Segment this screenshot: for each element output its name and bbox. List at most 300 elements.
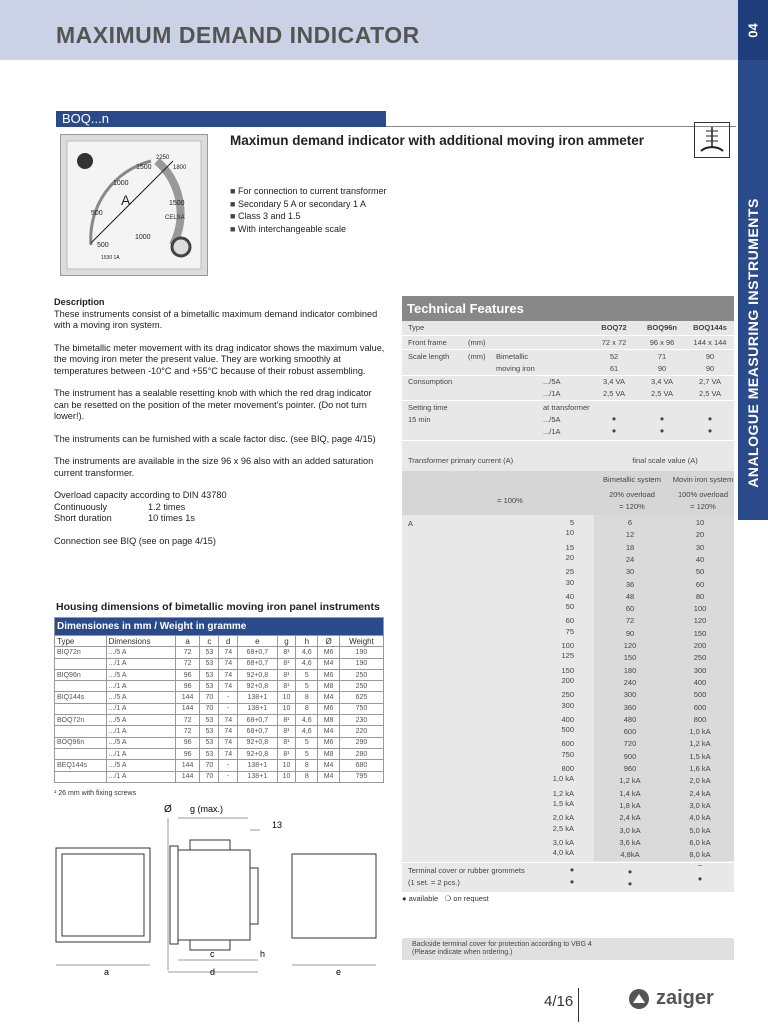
table-cell: - xyxy=(219,760,238,771)
tech-text: 800 xyxy=(561,764,574,773)
svg-text:500: 500 xyxy=(91,210,103,217)
table-header: d xyxy=(219,636,238,647)
table-cell: .../5 A xyxy=(106,692,175,703)
table-cell: 96 xyxy=(175,748,200,759)
tech-text: 400 xyxy=(561,714,574,724)
table-cell: 8¹ xyxy=(277,669,296,680)
description-para: The instruments can be furnished with a scale factor disc. (see BIQ, page 4/15) xyxy=(54,433,376,444)
table-row xyxy=(55,726,384,737)
tech-text: 400 xyxy=(693,677,707,687)
tech-text: 36 xyxy=(625,579,635,589)
table-cell: M6 xyxy=(318,647,340,658)
table-cell: 138+1 xyxy=(238,771,277,782)
svg-text:1800: 1800 xyxy=(173,165,187,171)
feature-item: ■ With interchangeable scale xyxy=(230,223,387,236)
tech-text: 20% overload xyxy=(609,490,655,499)
dot-icon: ● xyxy=(611,426,617,435)
svg-text:1000: 1000 xyxy=(113,180,129,187)
tech-text: 90 xyxy=(705,364,715,373)
table-cell: 70 xyxy=(200,692,219,703)
table-cell: 53 xyxy=(200,748,219,759)
table-cell: 70 xyxy=(200,760,219,771)
table-cell: 190 xyxy=(339,647,383,658)
table-cell: 74 xyxy=(219,681,238,692)
table-cell: 10 xyxy=(277,760,296,771)
tech-text: – xyxy=(697,860,703,869)
description-para: The instrument has a sealable resetting knob with which the red drag indicator can be resetted on the position of the meter movement’s pointer. (Do not turn lower!). xyxy=(54,388,372,421)
table-cell: 53 xyxy=(200,681,219,692)
table-cell: M8 xyxy=(318,681,340,692)
tech-text: 1,2 kA xyxy=(689,739,711,749)
tech-text: 250 xyxy=(693,653,707,663)
tech-text: 2,0 kA xyxy=(689,776,711,786)
table-header: h xyxy=(296,636,318,647)
tech-text: 5 xyxy=(569,518,574,527)
page-number: 4/16 xyxy=(544,993,574,1010)
table-cell: 8¹ xyxy=(277,658,296,669)
svg-text:Ø: Ø xyxy=(164,804,172,815)
tech-text: .../5A xyxy=(543,377,561,386)
tech-text: 48 xyxy=(625,591,635,601)
table-header: e xyxy=(238,636,277,647)
table-cell: 74 xyxy=(219,737,238,748)
tech-text: 300 xyxy=(623,690,637,700)
table-row xyxy=(55,647,384,658)
tech-text: 15 min xyxy=(408,415,431,424)
dot-icon: ● xyxy=(707,414,713,423)
table-cell: 74 xyxy=(219,647,238,658)
overload-list: Continuously 1.2 times Short duration 10 times 1s xyxy=(54,501,195,523)
table-header: g xyxy=(277,636,296,647)
tech-text: 25 xyxy=(565,567,574,577)
table-cell: - xyxy=(219,771,238,782)
tech-text: 2,4 kA xyxy=(619,813,641,823)
table-row xyxy=(55,760,384,771)
tech-text: = 120% xyxy=(619,502,645,511)
side-tab xyxy=(738,0,768,520)
table-cell: .../5 A xyxy=(106,715,175,726)
table-cell: .../1 A xyxy=(106,658,175,669)
tech-text: 60 xyxy=(695,579,705,589)
table-row xyxy=(55,692,384,703)
svg-text:g (max.): g (max.) xyxy=(190,804,224,814)
tech-text: 5,0 kA xyxy=(689,825,711,835)
tech-text: 3,0 kA xyxy=(552,837,574,847)
feature-list xyxy=(230,185,387,235)
tech-text: 71 xyxy=(657,352,667,361)
table-cell: 74 xyxy=(219,669,238,680)
tech-text: moving iron xyxy=(496,364,535,373)
feature-item: ■ For connection to current transformer xyxy=(230,185,387,198)
table-cell: BEQ144s xyxy=(55,760,107,771)
tech-text: Terminal cover or rubber grommets xyxy=(408,866,525,875)
table-cell: 53 xyxy=(200,658,219,669)
table-cell: 53 xyxy=(200,715,219,726)
table-cell: 72 xyxy=(175,715,200,726)
table-cell: 10 xyxy=(277,692,296,703)
tech-text: 250 xyxy=(561,690,574,700)
tech-text: (mm) xyxy=(468,352,486,361)
tech-text: 600 xyxy=(623,727,637,737)
svg-text:1500: 1500 xyxy=(136,164,152,171)
svg-text:a: a xyxy=(104,967,110,977)
table-cell: 5 xyxy=(296,669,318,680)
feature-item: ■ Class 3 and 1.5 xyxy=(230,210,387,223)
table-cell xyxy=(55,703,107,714)
table-cell: M6 xyxy=(318,703,340,714)
svg-text:e: e xyxy=(336,967,342,977)
table-cell: 8¹ xyxy=(277,737,296,748)
table-cell: 144 xyxy=(175,760,200,771)
table-cell: 138+1 xyxy=(238,760,277,771)
tech-text: Front frame xyxy=(408,338,447,347)
table-cell: 144 xyxy=(175,692,200,703)
tech-text: 4,0 kA xyxy=(689,813,711,823)
table-cell: 70 xyxy=(200,703,219,714)
tech-text: .../1A xyxy=(543,427,561,436)
table-row xyxy=(55,771,384,782)
dot-icon: ● xyxy=(627,867,633,876)
svg-text:1000: 1000 xyxy=(135,234,151,241)
legend: ● available ❍ on request xyxy=(402,894,489,903)
tech-text: 90 xyxy=(657,364,667,373)
table-cell: 220 xyxy=(339,726,383,737)
divider xyxy=(578,988,579,1022)
table-cell: 230 xyxy=(339,715,383,726)
table-cell: 53 xyxy=(200,726,219,737)
tech-text: 2,5 VA xyxy=(603,389,625,398)
table-cell: 8¹ xyxy=(277,681,296,692)
tech-text: 600 xyxy=(693,702,707,712)
table-cell: M4 xyxy=(318,726,340,737)
table-cell: BIQ144s xyxy=(55,692,107,703)
tech-text: (mm) xyxy=(468,338,486,347)
table-cell: 5 xyxy=(296,681,318,692)
table-cell: 53 xyxy=(200,737,219,748)
brand-logo: zaiger xyxy=(628,987,714,1010)
tech-text: 750 xyxy=(561,749,574,759)
tech-text: 18 xyxy=(625,542,635,552)
table-row xyxy=(55,681,384,692)
tech-text: 100% overload xyxy=(677,490,729,499)
tech-text: Movin iron system xyxy=(672,475,734,484)
table-row xyxy=(55,715,384,726)
table-cell: 4,6 xyxy=(296,658,318,669)
table-cell: .../5 A xyxy=(106,737,175,748)
table-cell: BIQ72n xyxy=(55,647,107,658)
description-para: The bimetallic meter movement with its drag indicator shows the maximum value, the moving iron meter the present value. They are working smoothly at temperatures between -10°C and +55°C because of their robust assembling. xyxy=(54,342,385,376)
tech-text: 150 xyxy=(561,665,574,675)
tech-text: 300 xyxy=(693,665,707,675)
table-cell xyxy=(55,658,107,669)
table-cell: 8¹ xyxy=(277,726,296,737)
tech-text: 1,5 kA xyxy=(552,798,574,808)
tech-text: 52 xyxy=(609,352,619,361)
tech-text: Scale length xyxy=(408,352,450,361)
tech-text: 3,6 kA xyxy=(619,837,641,847)
table-cell: 250 xyxy=(339,669,383,680)
product-heading: Maximun demand indicator with additional moving iron ammeter xyxy=(230,133,645,148)
table-cell: 250 xyxy=(339,681,383,692)
svg-text:h: h xyxy=(260,949,266,959)
tech-text: 90 xyxy=(705,352,715,361)
table-cell: 68+0,7 xyxy=(238,658,277,669)
dimension-drawing xyxy=(0,800,400,980)
tech-text: 20 xyxy=(565,552,574,562)
tech-text: 1,5 kA xyxy=(689,751,711,761)
svg-text:d: d xyxy=(210,967,216,977)
dimensions-caption: Dimensiones in mm / Weight in gramme xyxy=(55,618,384,636)
table-cell xyxy=(55,726,107,737)
tech-text: Bimetallic xyxy=(496,352,529,361)
table-cell: BOQ96n xyxy=(55,737,107,748)
table-cell xyxy=(55,681,107,692)
tech-text: 2,4 kA xyxy=(689,788,711,798)
tech-text: .../1A xyxy=(543,389,561,398)
divider xyxy=(402,440,734,441)
divider xyxy=(402,349,734,350)
table-cell: 144 xyxy=(175,771,200,782)
instrument-symbol-icon xyxy=(694,122,730,158)
tech-text: 6 xyxy=(627,518,633,527)
table-cell: M8 xyxy=(318,715,340,726)
tech-text: 24 xyxy=(625,554,635,564)
feature-item: ■ Secondary 5 A or secondary 1 A xyxy=(230,198,387,211)
housing-title: Housing dimensions of bimetallic moving iron panel instruments xyxy=(56,601,380,613)
svg-text:1500: 1500 xyxy=(169,200,185,207)
tech-text: = 120% xyxy=(690,502,716,511)
connection-note: Connection see BIQ (see on page 4/15) xyxy=(54,535,216,546)
tech-text: Setting time xyxy=(408,403,448,412)
table-cell: 74 xyxy=(219,715,238,726)
tech-text: 300 xyxy=(561,700,574,710)
table-cell: 190 xyxy=(339,658,383,669)
table-cell: 53 xyxy=(200,669,219,680)
table-cell: 92+0,8 xyxy=(238,737,277,748)
tech-text: final scale value (A) xyxy=(632,456,698,465)
tech-text: 480 xyxy=(623,714,637,724)
svg-text:1530 1A: 1530 1A xyxy=(101,255,120,261)
table-cell: M4 xyxy=(318,760,340,771)
tech-text: 50 xyxy=(695,567,705,577)
tech-col-header: BOQ72 xyxy=(601,323,627,332)
tech-text: 500 xyxy=(561,725,574,735)
tech-text: 900 xyxy=(623,751,637,761)
tech-text: 1,0 kA xyxy=(689,727,711,737)
tech-text: Type xyxy=(408,323,425,332)
tech-text: 4,8kA xyxy=(620,850,640,860)
description-para: These instruments consist of a bimetallic maximum demand indicator combined with a moving iron system. xyxy=(54,308,378,330)
table-cell: .../5 A xyxy=(106,647,175,658)
tech-text: at transformer xyxy=(543,403,590,412)
tech-text: 800 xyxy=(693,714,707,724)
tech-text: (1 set. = 2 pcs.) xyxy=(408,878,460,887)
table-cell: 5 xyxy=(296,737,318,748)
table-header: Type xyxy=(55,636,107,647)
brand-logo-icon xyxy=(628,988,650,1010)
tech-text: 3,4 VA xyxy=(603,377,625,386)
table-cell: 96 xyxy=(175,669,200,680)
page-title: MAXIMUM DEMAND INDICATOR xyxy=(56,22,420,48)
table-cell: 138+1 xyxy=(238,692,277,703)
tech-text: 3,4 VA xyxy=(651,377,673,386)
dot-icon: ● xyxy=(569,865,575,874)
tech-text: 2,5 VA xyxy=(699,389,721,398)
dot-icon: ● xyxy=(707,426,713,435)
table-cell: .../5 A xyxy=(106,760,175,771)
tech-text: 72 x 72 xyxy=(601,338,627,347)
section-number: 04 xyxy=(738,0,768,60)
table-cell: 680 xyxy=(339,760,383,771)
table-cell: 10 xyxy=(277,703,296,714)
tech-text: Bimetallic system xyxy=(603,475,661,484)
tech-text: 500 xyxy=(693,690,707,700)
table-cell: 280 xyxy=(339,748,383,759)
table-row xyxy=(55,737,384,748)
table-cell: 290 xyxy=(339,737,383,748)
table-row xyxy=(55,748,384,759)
footnote: ¹ 26 mm with fixing screws xyxy=(54,790,137,797)
table-cell: - xyxy=(219,703,238,714)
table-cell: 4,6 xyxy=(296,647,318,658)
tech-text: 2,0 kA xyxy=(552,813,574,823)
tech-text: 960 xyxy=(623,764,637,773)
tech-text: 100 xyxy=(561,641,574,650)
tech-text: 15 xyxy=(565,542,574,552)
table-cell: 92+0,8 xyxy=(238,681,277,692)
tech-text: 150 xyxy=(623,653,637,663)
table-cell: .../1 A xyxy=(106,771,175,782)
backside-note: Backside terminal cover for protection according to VBG 4 (Please indicate when ordering.) xyxy=(402,938,734,960)
header-band xyxy=(0,0,738,60)
dimensions-table xyxy=(54,617,384,783)
tech-text: 120 xyxy=(623,641,637,650)
table-cell: 138+1 xyxy=(238,703,277,714)
tech-text: 1,4 kA xyxy=(619,788,641,798)
table-row xyxy=(55,703,384,714)
tech-text: 60 xyxy=(565,616,574,626)
table-cell: 8 xyxy=(296,703,318,714)
table-header: a xyxy=(175,636,200,647)
tech-text: 10 xyxy=(695,518,705,527)
table-cell: 8¹ xyxy=(277,647,296,658)
table-cell: 8¹ xyxy=(277,715,296,726)
table-cell: 750 xyxy=(339,703,383,714)
table-cell: .../1 A xyxy=(106,748,175,759)
tech-text: 3,0 kA xyxy=(689,800,711,810)
tech-text: 240 xyxy=(623,677,637,687)
tech-text: 4,0 kA xyxy=(552,848,574,858)
table-row xyxy=(55,658,384,669)
tech-text: Consumption xyxy=(408,377,453,386)
tech-text: 30 xyxy=(565,577,574,587)
table-cell: 8¹ xyxy=(277,748,296,759)
tech-text: 120 xyxy=(693,616,707,626)
tech-text: 200 xyxy=(693,641,707,650)
tech-text: 180 xyxy=(623,665,637,675)
table-cell: BIQ96n xyxy=(55,669,107,680)
technical-features-title: Technical Features xyxy=(402,296,734,321)
table-cell: .../1 A xyxy=(106,681,175,692)
tech-text: 6,0 kA xyxy=(689,837,711,847)
dot-icon: ● xyxy=(697,874,703,883)
tech-text: 1,8 kA xyxy=(619,800,641,810)
table-cell: .../1 A xyxy=(106,726,175,737)
tech-text: 200 xyxy=(561,675,574,685)
tech-text: 1,0 kA xyxy=(552,774,574,784)
tech-text: 40 xyxy=(565,591,574,601)
tech-text: 30 xyxy=(625,567,635,577)
svg-text:13: 13 xyxy=(272,820,283,830)
table-cell: 96 xyxy=(175,681,200,692)
table-cell: - xyxy=(219,692,238,703)
tech-text: 2,7 VA xyxy=(699,377,721,386)
overload-title: Overload capacity according to DIN 43780 xyxy=(54,490,227,500)
tech-text: 720 xyxy=(623,739,637,749)
tech-text: 2,5 kA xyxy=(552,823,574,833)
tech-text: 1,2 kA xyxy=(552,788,574,798)
table-header: c xyxy=(200,636,219,647)
tech-text: 125 xyxy=(561,651,574,661)
svg-text:2250: 2250 xyxy=(156,155,170,161)
table-cell: 8 xyxy=(296,760,318,771)
table-cell: 625 xyxy=(339,692,383,703)
table-cell: 68+0,7 xyxy=(238,726,277,737)
table-cell: M8 xyxy=(318,748,340,759)
divider xyxy=(402,375,734,376)
table-cell: 92+0,8 xyxy=(238,669,277,680)
side-title: ANALOGUE MEASURING INSTRUMENTS xyxy=(745,198,761,488)
description-title: Description xyxy=(54,297,105,307)
tech-text: 96 x 96 xyxy=(649,338,675,347)
table-cell xyxy=(55,771,107,782)
tech-text: .../5A xyxy=(543,415,561,424)
description xyxy=(54,297,389,558)
tech-text: 30 xyxy=(695,542,705,552)
table-cell: .../5 A xyxy=(106,669,175,680)
tech-text: 1,6 kA xyxy=(689,764,711,773)
table-cell: 10 xyxy=(277,771,296,782)
table-cell: 5 xyxy=(296,748,318,759)
table-cell: 96 xyxy=(175,737,200,748)
svg-text:500: 500 xyxy=(97,242,109,249)
svg-text:A: A xyxy=(121,192,131,208)
tech-text: 8,0 kA xyxy=(689,850,711,860)
table-cell: 4,6 xyxy=(296,726,318,737)
table-cell: 74 xyxy=(219,726,238,737)
table-cell: .../1 A xyxy=(106,703,175,714)
table-cell: 74 xyxy=(219,748,238,759)
tech-col-header: BOQ144s xyxy=(693,323,727,332)
table-cell: 4,6 xyxy=(296,715,318,726)
tech-text: 1,2 kA xyxy=(619,776,641,786)
tech-text: 360 xyxy=(623,702,637,712)
tech-text: 75 xyxy=(565,626,574,636)
table-cell: 53 xyxy=(200,647,219,658)
table-cell: 72 xyxy=(175,726,200,737)
table-header: Weight xyxy=(339,636,383,647)
table-cell: 8 xyxy=(296,771,318,782)
tech-text: 150 xyxy=(693,628,707,638)
table-cell: M4 xyxy=(318,692,340,703)
tech-text: 12 xyxy=(625,530,635,540)
table-cell: M4 xyxy=(318,658,340,669)
tech-text: 80 xyxy=(695,591,705,601)
table-cell: 72 xyxy=(175,647,200,658)
divider xyxy=(402,400,734,401)
dot-icon: ● xyxy=(569,877,575,886)
table-cell xyxy=(55,748,107,759)
